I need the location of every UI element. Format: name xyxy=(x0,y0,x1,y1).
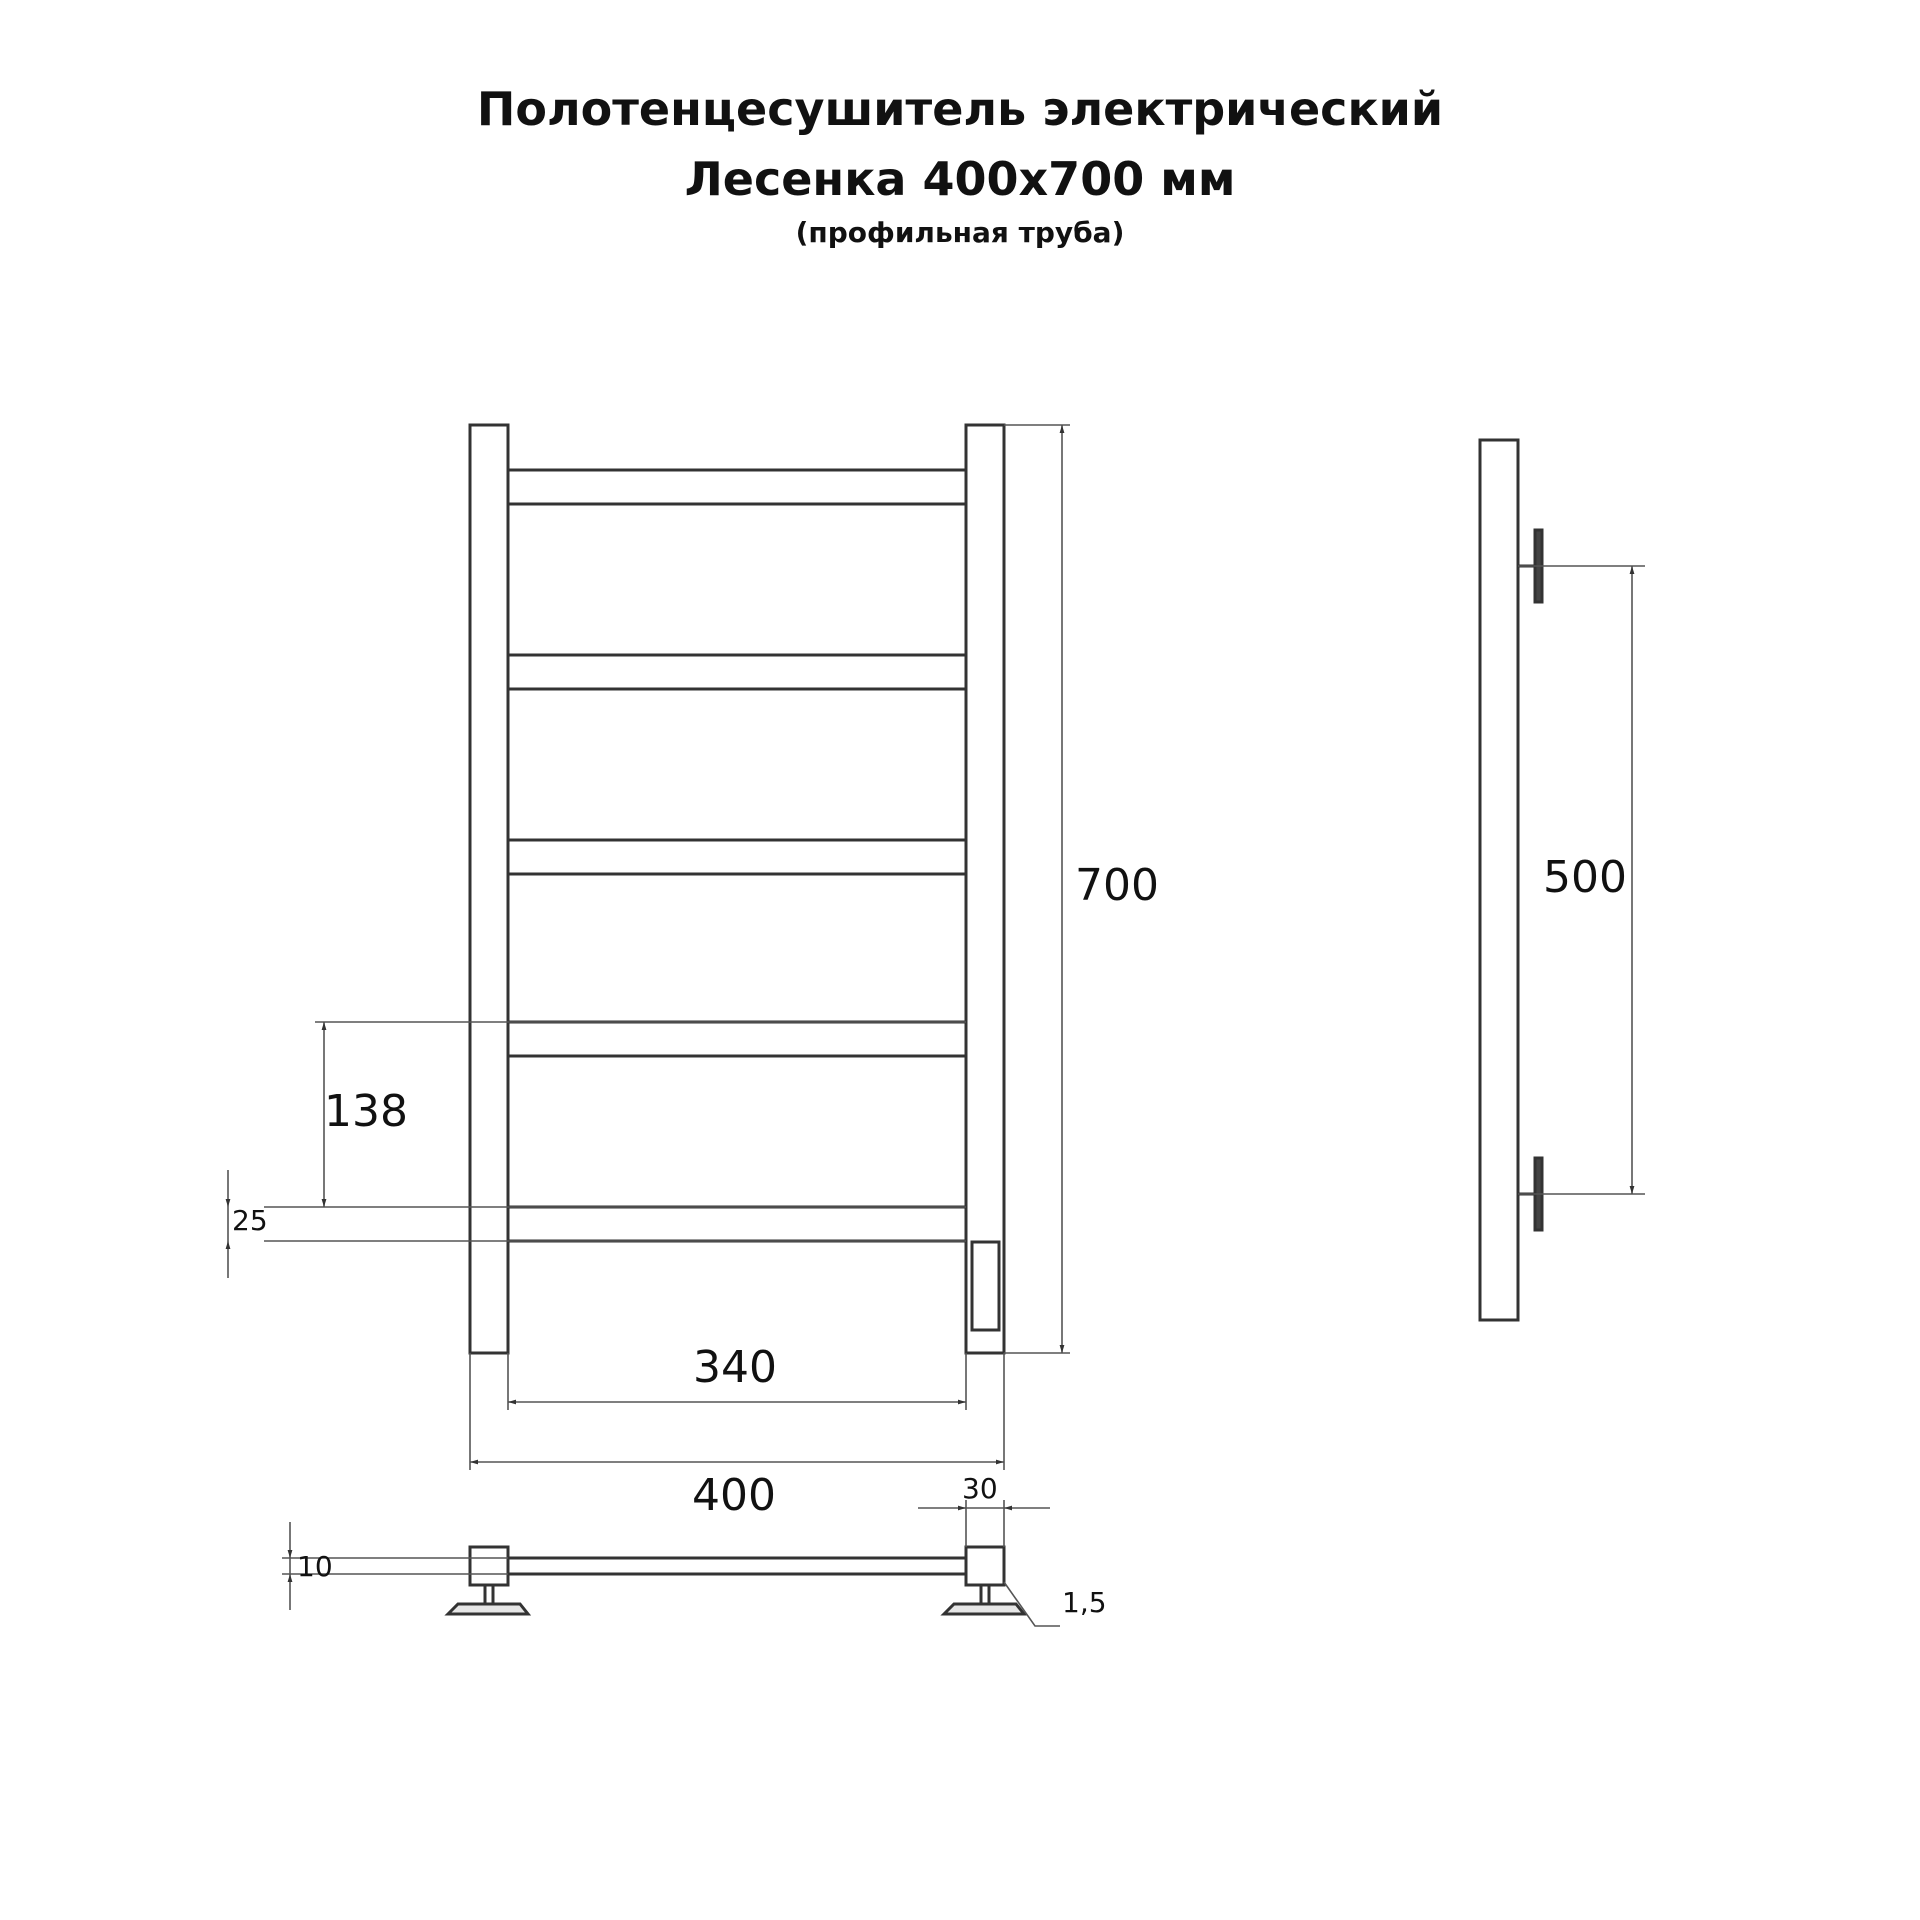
left-post xyxy=(470,425,508,1353)
top-crossbar xyxy=(508,1558,966,1574)
dimension-700: 700 xyxy=(1075,860,1159,911)
title-line-2: Лесенка 400х700 мм xyxy=(684,152,1236,206)
dimension-400: 400 xyxy=(692,1470,776,1521)
dimension-1-5: 1,5 xyxy=(1062,1586,1107,1619)
front-view xyxy=(470,425,1004,1353)
rung-4 xyxy=(508,1022,966,1056)
dimension-340: 340 xyxy=(693,1342,777,1393)
dimension-138: 138 xyxy=(324,1086,408,1137)
top-right-tube xyxy=(966,1547,1004,1585)
dimension-30: 30 xyxy=(962,1472,998,1505)
top-left-tube xyxy=(470,1547,508,1585)
title-subtitle: (профильная труба) xyxy=(795,216,1125,249)
front-dimension-lines xyxy=(228,425,1070,1470)
rung-1 xyxy=(508,470,966,504)
rung-3 xyxy=(508,840,966,874)
right-wall-mount xyxy=(944,1604,1024,1614)
dimension-500: 500 xyxy=(1543,852,1627,903)
rung-2 xyxy=(508,655,966,689)
title-line-1: Полотенцесушитель электрический xyxy=(476,82,1444,136)
rung-5 xyxy=(508,1207,966,1241)
right-post xyxy=(966,425,1004,1353)
heater-box xyxy=(972,1242,999,1330)
dimension-10: 10 xyxy=(297,1550,333,1583)
left-wall-mount xyxy=(448,1604,528,1614)
side-post xyxy=(1480,440,1518,1320)
side-view xyxy=(1480,440,1542,1320)
top-view xyxy=(448,1547,1024,1614)
dimension-25: 25 xyxy=(232,1204,268,1237)
